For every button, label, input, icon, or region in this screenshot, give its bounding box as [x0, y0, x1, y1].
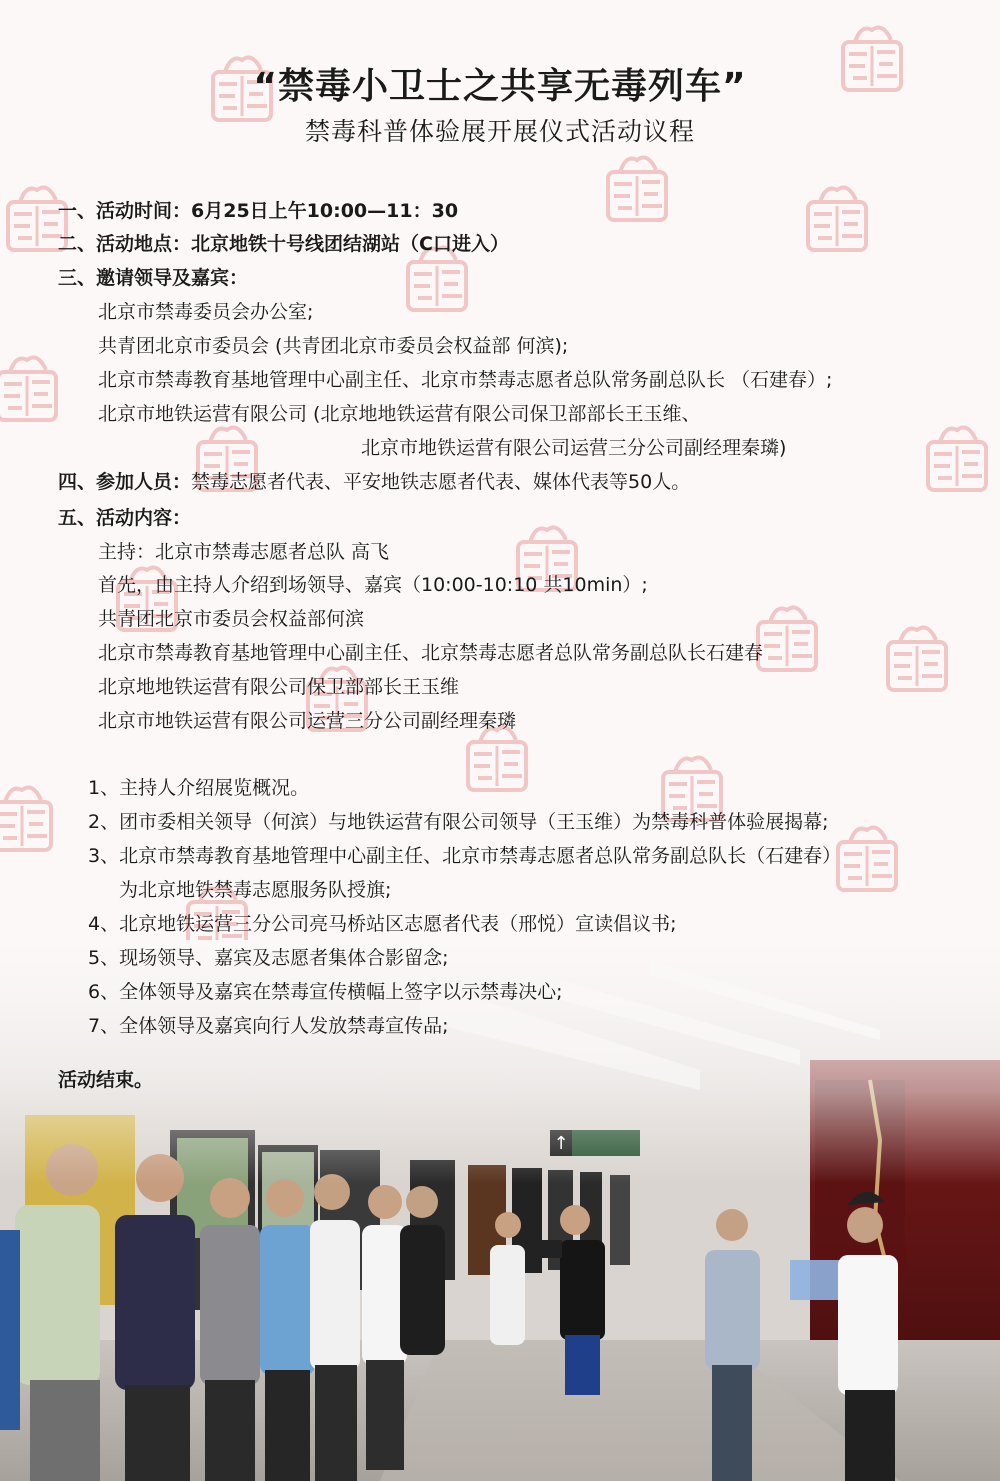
- end-note: [58, 1066, 153, 1094]
- section-place-value: 北京地铁十号线团结湖站（C口进入）: [191, 233, 509, 255]
- section-participants: [58, 468, 690, 496]
- agenda-step: 为北京地铁禁毒志愿服务队授旗;: [119, 879, 392, 901]
- section-guests-heading: 三、邀请领导及嘉宾：: [58, 267, 249, 289]
- agenda-step: 5、现场领导、嘉宾及志愿者集体合影留念;: [88, 947, 449, 969]
- section-content-heading: 五、活动内容：: [58, 507, 192, 529]
- guest-item: 北京市禁毒委员会办公室;: [98, 301, 314, 323]
- section-guests: [58, 264, 248, 292]
- agenda-step: 1、主持人介绍展览概况。: [88, 777, 310, 799]
- watermark-seal-icon: [600, 150, 674, 224]
- host-line: 北京市地铁运营有限公司运营三分公司副经理秦璘: [98, 710, 517, 732]
- agenda-step: 6、全体领导及嘉宾在禁毒宣传横幅上签字以示禁毒决心;: [88, 981, 563, 1003]
- watermark-seal-icon: [920, 420, 994, 494]
- host-line: 北京地地铁运营有限公司保卫部部长王玉维: [98, 676, 460, 698]
- watermark-seal-icon: [0, 350, 64, 424]
- host-line: 共青团北京市委员会权益部何滨: [98, 608, 365, 630]
- section-place: [58, 230, 509, 258]
- section-participants-heading: 四、参加人员：: [58, 471, 192, 493]
- section-time-value: 6月25日上午10:00—11：30: [191, 200, 459, 222]
- agenda-step: 2、团市委相关领导（何滨）与地铁运营有限公司领导（王玉维）为禁毒科普体验展揭幕;: [88, 811, 829, 833]
- agenda-step: 4、北京地铁运营三分公司亮马桥站区志愿者代表（邢悦）宣读倡议书;: [88, 913, 677, 935]
- watermark-seal-icon: [800, 180, 874, 254]
- section-participants-value: 禁毒志愿者代表、平安地铁志愿者代表、媒体代表等50人。: [191, 471, 691, 493]
- watermark-seal-icon: [0, 780, 59, 854]
- host-line: 北京市禁毒教育基地管理中心副主任、北京禁毒志愿者总队常务副总队长石建春: [98, 642, 764, 664]
- host-line: 主持：北京市禁毒志愿者总队 高飞: [98, 541, 390, 563]
- section-place-heading: 二、活动地点：: [58, 233, 192, 255]
- section-time: [58, 197, 458, 225]
- section-content: [58, 504, 191, 532]
- guest-item: 北京市地铁运营有限公司 (北京地地铁运营有限公司保卫部部长王玉维、: [98, 403, 701, 425]
- guest-item: 共青团北京市委员会 (共青团北京市委员会权益部 何滨);: [98, 335, 569, 357]
- guest-item: 北京市地铁运营有限公司运营三分公司副经理秦璘): [361, 437, 787, 459]
- watermark-seal-icon: [880, 620, 954, 694]
- end-note-text: 活动结束。: [58, 1069, 154, 1091]
- section-time-heading: 一、活动时间：: [58, 200, 192, 222]
- agenda-step: 7、全体领导及嘉宾向行人发放禁毒宣传品;: [88, 1015, 449, 1037]
- host-line: 首先，由主持人介绍到场领导、嘉宾（10:00-10:10 共10min）;: [98, 574, 648, 596]
- page-title: “禁毒小卫士之共享无毒列车”: [253, 66, 747, 107]
- watermark-seal-icon: [830, 820, 904, 894]
- guest-item: 北京市禁毒教育基地管理中心副主任、北京市禁毒志愿者总队常务副总队长 （石建春）;: [98, 369, 833, 391]
- page-subtitle: 禁毒科普体验展开展仪式活动议程: [304, 117, 695, 146]
- agenda-step: 3、北京市禁毒教育基地管理中心副主任、北京市禁毒志愿者总队常务副总队长（石建春）: [88, 845, 842, 867]
